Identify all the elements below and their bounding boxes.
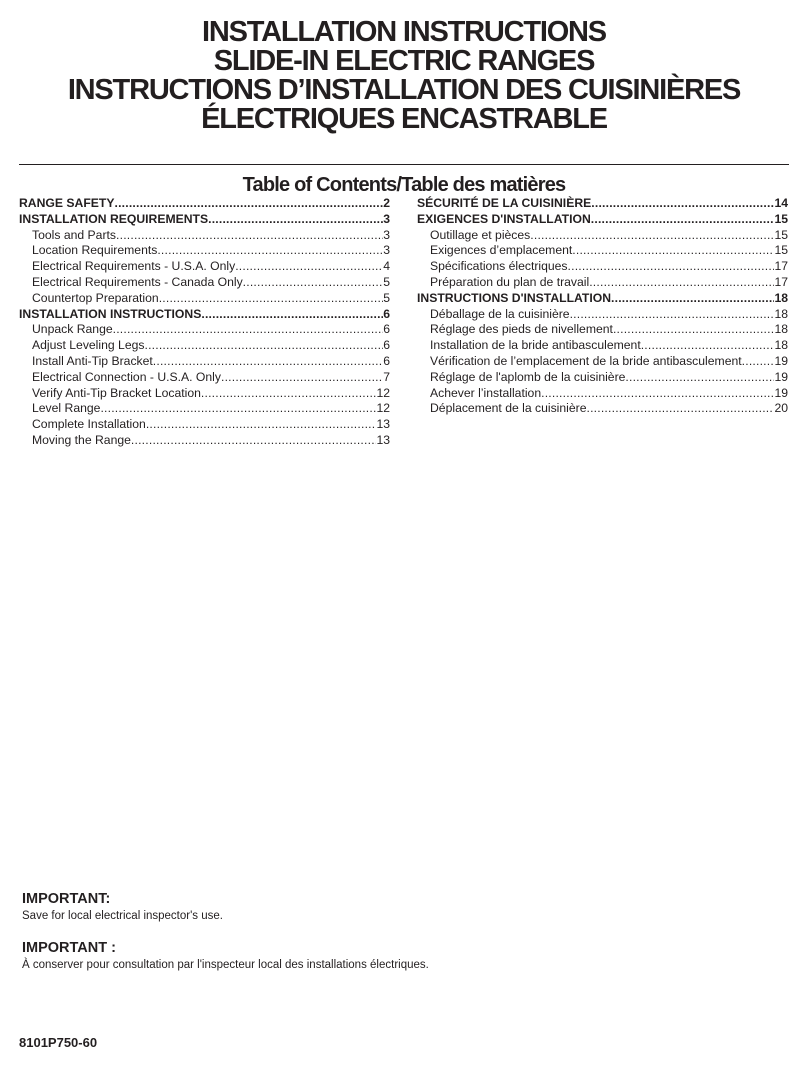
toc-entry-page: 18: [774, 322, 788, 337]
toc-entry-page: 13: [376, 417, 390, 432]
toc-entry-page: 6: [383, 306, 390, 321]
toc-entry-outillage[interactable]: [417, 228, 788, 244]
important-notice-english: [22, 891, 223, 923]
toc-entry-label: Déplacement de la cuisinière: [430, 401, 587, 416]
toc-entry-electrical-canada[interactable]: [19, 275, 390, 291]
toc-entry-specifications-electriques[interactable]: [417, 259, 788, 275]
toc-entry-tools-and-parts[interactable]: [19, 228, 390, 244]
toc-entry-exigences-emplacement[interactable]: [417, 243, 788, 259]
toc-entry-countertop-preparation[interactable]: [19, 291, 390, 307]
toc-entry-page: 15: [774, 211, 788, 226]
toc-entry-page: 15: [774, 243, 788, 258]
toc-entry-label: Outillage et pièces: [430, 227, 531, 242]
title-line-2: SLIDE-IN ELECTRIC RANGES: [213, 45, 595, 77]
toc-entry-verify-anti-tip-bracket[interactable]: [19, 386, 390, 402]
toc-entry-page: 5: [383, 290, 390, 305]
toc-entry-electrical-connection[interactable]: [19, 370, 390, 386]
toc-entry-label: Vérification de l’emplacement de la bride antibasculement: [430, 353, 742, 368]
toc-entry-page: 20: [774, 401, 788, 416]
toc-entry-label: Exigences d’emplacement: [430, 243, 573, 258]
toc-entry-page: 18: [774, 338, 788, 353]
toc-entry-page: 17: [774, 274, 788, 289]
document-number: 8101P750-60: [19, 1035, 98, 1050]
toc-entry-install-anti-tip-bracket[interactable]: [19, 354, 390, 370]
toc-entry-label: Complete Installation: [32, 417, 146, 432]
toc-entry-page: 2: [383, 196, 390, 210]
toc-entry-page: 3: [383, 211, 390, 226]
toc-entry-label: Adjust Leveling Legs: [32, 338, 145, 353]
toc-entry-label: Tools and Parts: [32, 227, 117, 242]
toc-entry-reglage-aplomb[interactable]: [417, 370, 788, 386]
toc-entry-label: Achever l’installation: [430, 385, 542, 400]
toc-entry-page: 6: [383, 338, 390, 353]
toc-entry-page: 6: [383, 322, 390, 337]
title-line-3: INSTRUCTIONS D’INSTALLATION DES CUISINIÈRES: [67, 74, 741, 106]
toc-entry-label: EXIGENCES D'INSTALLATION: [417, 211, 591, 226]
toc-entry-label: INSTRUCTIONS D'INSTALLATION: [417, 290, 612, 305]
toc-entry-instructions-installation[interactable]: [417, 291, 788, 307]
toc-entry-label: Verify Anti-Tip Bracket Location: [32, 385, 201, 400]
toc-entry-adjust-leveling-legs[interactable]: [19, 338, 390, 354]
toc-entry-page: 19: [774, 369, 788, 384]
toc-entry-verification-bride[interactable]: [417, 354, 788, 370]
toc-entry-page: 12: [376, 385, 390, 400]
toc-entry-deplacement[interactable]: [417, 401, 788, 417]
toc-entry-label: Electrical Requirements - U.S.A. Only: [32, 259, 236, 274]
toc-entry-page: 5: [383, 274, 390, 289]
toc-entry-level-range[interactable]: [19, 401, 390, 417]
toc-entry-page: 15: [774, 227, 788, 242]
toc-entry-label: SÉCURITÉ DE LA CUISINIÈRE: [417, 196, 592, 210]
toc-entry-page: 18: [774, 306, 788, 321]
important-text: Save for local electrical inspector's use.: [22, 910, 223, 922]
toc-entry-location-requirements[interactable]: [19, 243, 390, 259]
toc-entry-installation-instructions[interactable]: [19, 307, 390, 323]
divider-rule: [19, 164, 789, 165]
toc-entry-securite[interactable]: [417, 196, 788, 212]
toc-entry-label: Réglage des pieds de nivellement: [430, 322, 613, 337]
toc-entry-installation-requirements[interactable]: [19, 212, 390, 228]
important-heading: IMPORTANT:: [22, 891, 111, 907]
toc-entry-label: Installation de la bride antibasculement: [430, 338, 641, 353]
toc-entry-achever-installation[interactable]: [417, 386, 788, 402]
toc-entry-label: Location Requirements: [32, 243, 158, 258]
toc-entry-unpack-range[interactable]: [19, 322, 390, 338]
toc-entry-label: Countertop Preparation: [32, 290, 159, 305]
toc-entry-label: Install Anti-Tip Bracket: [32, 353, 153, 368]
toc-entry-complete-installation[interactable]: [19, 417, 390, 433]
toc-entry-page: 13: [376, 432, 390, 447]
toc-entry-preparation-plan[interactable]: [417, 275, 788, 291]
toc-entry-label: Réglage de l'aplomb de la cuisinière: [430, 369, 626, 384]
toc-entry-label: Level Range: [32, 401, 101, 416]
toc-entry-page: 7: [383, 369, 390, 384]
toc-entry-label: INSTALLATION INSTRUCTIONS: [19, 306, 202, 321]
toc-entry-label: Unpack Range: [32, 322, 113, 337]
toc-entry-electrical-usa[interactable]: [19, 259, 390, 275]
toc-heading: Table of Contents/Table des matières: [242, 174, 566, 196]
toc-english-column: [19, 196, 390, 449]
important-notice-french: [22, 940, 429, 972]
toc-entry-installation-bride[interactable]: [417, 338, 788, 354]
toc-entry-page: 3: [383, 243, 390, 258]
toc-entry-exigences-installation[interactable]: [417, 212, 788, 228]
toc-entry-range-safety[interactable]: [19, 196, 390, 212]
toc-entry-label: Spécifications électriques: [430, 259, 568, 274]
toc-french-column: [417, 196, 788, 417]
toc-entry-page: 19: [774, 353, 788, 368]
toc-entry-page: 18: [774, 290, 788, 305]
toc-entry-page: 19: [774, 385, 788, 400]
important-heading: IMPORTANT :: [22, 940, 116, 956]
toc-entry-label: Electrical Requirements - Canada Only: [32, 274, 243, 289]
toc-entry-page: 12: [376, 401, 390, 416]
document-title: [0, 18, 808, 134]
toc-entry-page: 6: [383, 353, 390, 368]
toc-entry-reglage-pieds[interactable]: [417, 322, 788, 338]
toc-entry-moving-the-range[interactable]: [19, 433, 390, 449]
toc-entry-label: RANGE SAFETY: [19, 196, 115, 210]
toc-entry-label: Moving the Range: [32, 432, 131, 447]
important-text: À conserver pour consultation par l'inspecteur local des installations électriques.: [22, 959, 429, 971]
toc-entry-page: 14: [774, 196, 788, 210]
toc-entry-label: Déballage de la cuisinière: [430, 306, 570, 321]
toc-entry-page: 17: [774, 259, 788, 274]
toc-entry-page: 4: [383, 259, 390, 274]
toc-entry-label: Electrical Connection - U.S.A. Only: [32, 369, 221, 384]
toc-entry-deballage[interactable]: [417, 307, 788, 323]
toc-entry-label: Préparation du plan de travail: [430, 274, 590, 289]
title-line-4: ÉLECTRIQUES ENCASTRABLE: [201, 103, 607, 135]
toc-entry-label: INSTALLATION REQUIREMENTS: [19, 211, 209, 226]
toc-entry-page: 3: [383, 227, 390, 242]
title-line-1: INSTALLATION INSTRUCTIONS: [202, 16, 606, 48]
